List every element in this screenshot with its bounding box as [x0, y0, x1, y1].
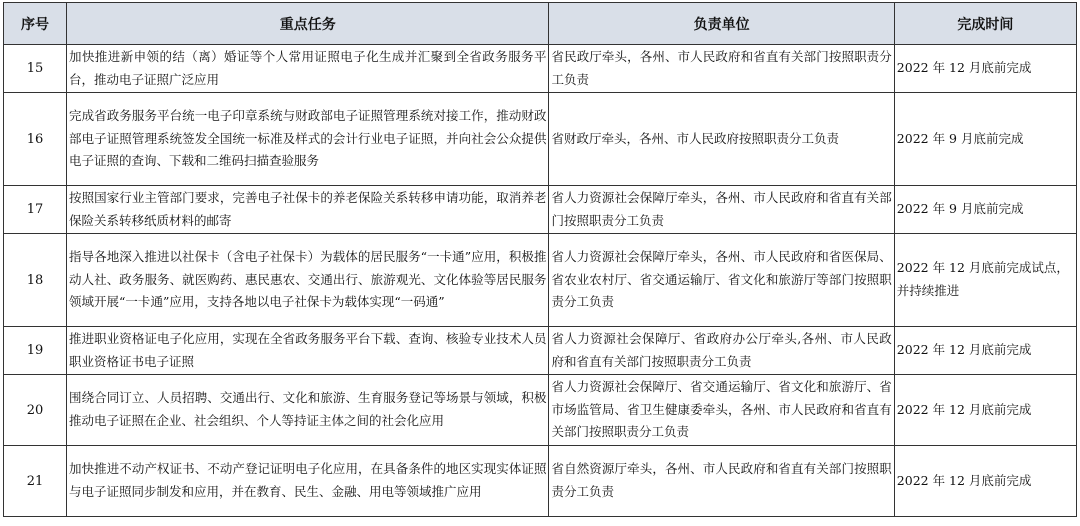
row-task: 按照国家行业主管部门要求，完善电子社保卡的养老保险关系转移申请功能，取消养老保险关系转移纸质材料的邮寄	[67, 186, 549, 234]
row-time: 2022 年 12 月底前完成	[894, 45, 1076, 93]
row-no: 21	[4, 446, 67, 517]
table-row	[4, 93, 1077, 186]
header-time: 完成时间	[894, 3, 1076, 45]
table-row	[4, 186, 1077, 234]
row-no: 17	[4, 186, 67, 234]
row-unit: 省人力资源社会保障厅牵头，各州、市人民政府和省直有关部门按照职责分工负责	[549, 186, 894, 234]
row-time: 2022 年 12 月底前完成	[894, 446, 1076, 517]
row-time: 2022 年 9 月底前完成	[894, 186, 1076, 234]
row-unit: 省财政厅牵头，各州、市人民政府按照职责分工负责	[549, 93, 894, 186]
table-row	[4, 327, 1077, 375]
table-row	[4, 45, 1077, 93]
row-task: 加快推进新申领的结（离）婚证等个人常用证照电子化生成并汇聚到全省政务服务平台，推动电子证照广泛应用	[67, 45, 549, 93]
header-task: 重点任务	[67, 3, 549, 45]
row-unit: 省人力资源社会保障厅、省政府办公厅牵头,各州、市人民政府和省直有关部门按照职责分工负责	[549, 327, 894, 375]
row-unit: 省人力资源社会保障厅、省交通运输厅、省文化和旅游厅、省市场监管局、省卫生健康委牵头，各州、市人民政府和省直有关部门按照职责分工负责	[549, 375, 894, 446]
row-task: 指导各地深入推进以社保卡（含电子社保卡）为载体的居民服务“一卡通”应用，积极推动人社、政务服务、就医购药、惠民惠农、交通出行、旅游观光、文化体验等居民服务领域开展“一卡通”应用，支持各地以电子社保卡为载体实现“一码通”	[67, 234, 549, 327]
task-table	[3, 2, 1077, 517]
header-unit: 负责单位	[549, 3, 894, 45]
row-time: 2022 年 12 月底前完成	[894, 375, 1076, 446]
row-no: 16	[4, 93, 67, 186]
row-no: 18	[4, 234, 67, 327]
row-no: 20	[4, 375, 67, 446]
row-unit: 省自然资源厅牵头，各州、市人民政府和省直有关部门按照职责分工负责	[549, 446, 894, 517]
table-row	[4, 446, 1077, 517]
row-no: 19	[4, 327, 67, 375]
row-time: 2022 年 12 月底前完成试点，并持续推进	[894, 234, 1076, 327]
header-no: 序号	[4, 3, 67, 45]
row-task: 围绕合同订立、人员招聘、交通出行、文化和旅游、生育服务登记等场景与领域，积极推动电子证照在企业、社会组织、个人等持证主体之间的社会化应用	[67, 375, 549, 446]
row-task: 推进职业资格证电子化应用，实现在全省政务服务平台下载、查询、核验专业技术人员职业资格证书电子证照	[67, 327, 549, 375]
table-row	[4, 234, 1077, 327]
row-unit: 省民政厅牵头，各州、市人民政府和省直有关部门按照职责分工负责	[549, 45, 894, 93]
table-row	[4, 375, 1077, 446]
row-unit: 省人力资源社会保障厅牵头，各州、市人民政府和省医保局、省农业农村厅、省交通运输厅、省文化和旅游厅等部门按照职责分工负责	[549, 234, 894, 327]
row-time: 2022 年 9 月底前完成	[894, 93, 1076, 186]
row-time: 2022 年 12 月底前完成	[894, 327, 1076, 375]
row-task: 加快推进不动产权证书、不动产登记证明电子化应用，在具备条件的地区实现实体证照与电子证照同步制发和应用，并在教育、民生、金融、用电等领域推广应用	[67, 446, 549, 517]
row-no: 15	[4, 45, 67, 93]
table-header-row	[4, 3, 1077, 45]
row-task: 完成省政务服务平台统一电子印章系统与财政部电子证照管理系统对接工作，推动财政部电子证照管理系统签发全国统一标准及样式的会计行业电子证照，并向社会公众提供电子证照的查询、下载和二维码扫描查验服务	[67, 93, 549, 186]
